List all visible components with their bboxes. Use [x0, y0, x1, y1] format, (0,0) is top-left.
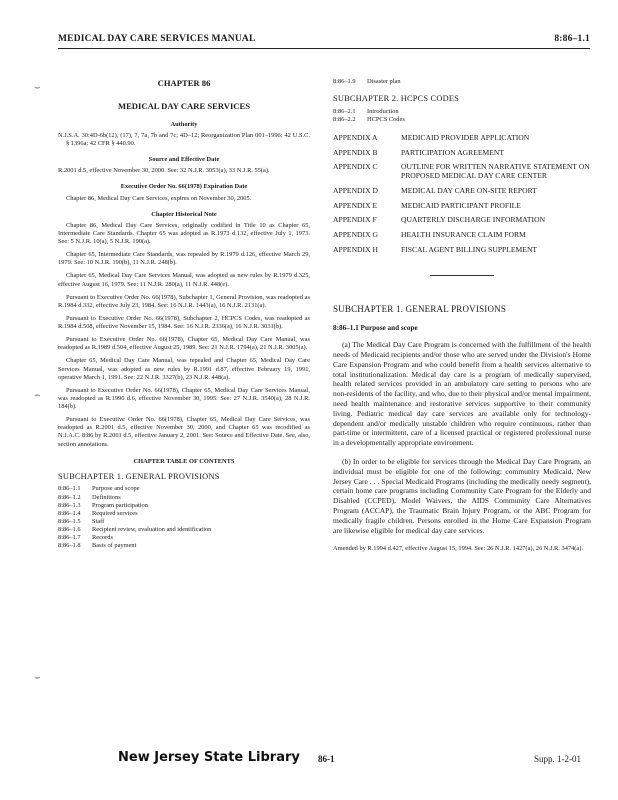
historical-note-paragraph: Pursuant to Executive Order No. 66(1978), Subchapter 2, HCPCS Codes, was readopted as R.1984 d.508, effective November 15, 1984. See: 16 N.J.R. 2336(a), 16 N.J.R. 3031(b).: [58, 314, 310, 331]
toc-entry: [58, 534, 310, 542]
toc-entry: [58, 510, 310, 518]
toc-entry-number: 8:86–2.1: [333, 107, 356, 115]
toc-entry-number: 8:86–1.4: [58, 509, 81, 517]
section-heading: 8:86–1.1 Purpose and scope: [333, 323, 418, 332]
toc-entry-title: Definitions: [92, 493, 121, 501]
toc-entry: [333, 108, 591, 116]
toc-entry-number: 8:86–1.5: [58, 517, 81, 525]
subchapter-1-heading: SUBCHAPTER 1. GENERAL PROVISIONS: [333, 303, 507, 314]
appendix-label: APPENDIX B: [333, 147, 378, 157]
appendix-entry: [333, 134, 591, 143]
appendix-label: APPENDIX F: [333, 215, 377, 225]
historical-note-paragraph: Chapter 65, Medical Day Care Services Manual, was adopted as new rules by R.1979 d.325, effective August 16, 1979. See: 11 N.J.R. 280(a), 11 N.J.R. 448(e).: [58, 272, 310, 288]
appendix-title: HEALTH INSURANCE CLAIM FORM: [401, 230, 526, 240]
toc-entry-number: 8:86–1.1: [58, 485, 81, 493]
appendix-title: QUARTERLY DISCHARGE INFORMATION: [401, 215, 546, 225]
appendix-label: APPENDIX E: [333, 200, 378, 210]
appendix-title: MEDICAL DAY CARE ON-SITE REPORT: [401, 185, 537, 195]
chapter-number: CHAPTER 86: [157, 78, 211, 88]
toc-subchapter-2: SUBCHAPTER 2. HCPCS CODES: [333, 94, 460, 104]
header-manual-title: MEDICAL DAY CARE SERVICES MANUAL: [58, 34, 256, 44]
source-text: R.2001 d.5, effective November 30, 2000. See: 32 N.J.R. 3053(a), 33 N.J.R. 55(a).: [58, 167, 270, 175]
toc-entry-title: Records: [92, 534, 113, 542]
toc-heading: CHAPTER TABLE OF CONTENTS: [133, 457, 235, 465]
left-column: [58, 78, 310, 550]
running-header: [58, 34, 590, 44]
historical-note-paragraph: Chapter 65, Medical Day Care Manual, was repealed and Chapter 65, Medical Day Care Services Manual, was adopted as new rules by R.1991 d.87, effective February 19, 1991, operative March 1, 1991. See: 22 N.J.R. 3327(b), 23 N.J.R. 448(a).: [58, 357, 310, 381]
appendix-title: OUTLINE FOR WRITTEN NARRATIVE STATEMENT ON PROPOSED MEDICAL DAY CARE CENTER: [401, 162, 590, 181]
toc-entry-number: 8:86–1.9: [333, 78, 356, 85]
paragraph-a: (a) The Medical Day Care Program is concerned with the fulfillment of the health needs of Medicaid recipients and/or those who are served under the Division's Home Care Expansion Program and who could benefit from a health services alternative to total institutionalization. Medical day care is a program of medically supervised, health related services provided in an ambulatory care setting to persons who are non-residents of the facility, and who, due to their physical and/or mental impairment, need health maintenance and restorative services supportive to their community living. Pediatric medical day care services are available only for technology-dependent and/or medically unstable children who require continuous, rather than part-time or intermittent, care of a licensed practical or registered professional nurse in a developmentally appropriate environment.: [333, 340, 591, 448]
historical-note-paragraph: Pursuant to Executive Order No. 66(1978), Chapter 65, Medical Day Care Manual, was readopted as R.1989 d.504, effective August 25, 1989. See: 21 N.J.R. 1794(a), 21 N.J.R. 3005(a).: [58, 336, 310, 352]
toc-entry-title: Purpose and scope: [92, 485, 140, 493]
library-stamp: New Jersey State Library: [118, 750, 300, 765]
historical-note-heading: Chapter Historical Note: [151, 210, 217, 218]
paragraph-b: (b) In order to be eligible for services through the Medical Day Care Program, an individual must be eligible for one of the following: community Medicaid, New Jersey Care . . . Special Medicaid Programs (including the medically needy segment), certain home care programs including Community Care Program for the Elderly and Disabled (CCPED), Model Waivers, the AIDS Community Care Alternatives Program (ACCAP), the Traumatic Brain Injury Program, or the ABC Program for medically fragile children. Persons enrolled in the Home Care Expansion Program are likewise eligible for medical day care services.: [333, 457, 591, 535]
appendix-entry: [333, 231, 591, 240]
supplement-date: Supp. 1-2-01: [534, 754, 581, 764]
right-column: [333, 78, 591, 553]
historical-note-paragraph: Pursuant to Executive Order No. 66(1978), Subchapter 1, General Provision, was readopted as R.1984 d.332, effective July 23, 1984. See: 16 N.J.R. 1443(a), 16 N.J.R. 2131(a).: [58, 293, 310, 309]
toc-entry-number: 8:86–2.2: [333, 115, 356, 123]
toc-entry-title: Required services: [92, 509, 138, 517]
toc-subchapter-1: SUBCHAPTER 1. GENERAL PROVISIONS: [58, 471, 220, 481]
toc-entry-title: Program participation: [92, 501, 148, 509]
appendix-label: APPENDIX G: [333, 230, 378, 240]
appendix-title: FISCAL AGENT BILLING SUPPLEMENT: [401, 244, 538, 254]
appendix-title: MEDICAID PARTICIPANT PROFILE: [401, 200, 521, 210]
header-rule: [58, 48, 590, 49]
authority-text: N.J.S.A. 30:4D-6b(12), (17), 7, 7a, 7b and 7c; 4D–12; Reorganization Plan 001–1996; 42 U.S.C. § 1396a; 42 CFR § 440.90.: [58, 131, 310, 148]
toc-entry: [58, 518, 310, 526]
appendix-label: APPENDIX D: [333, 185, 378, 195]
appendix-entry: [333, 163, 591, 180]
toc-entry: [58, 485, 310, 493]
toc-entry: [333, 78, 591, 86]
binder-mark-icon: ⌣: [34, 672, 41, 683]
section-divider: [430, 275, 494, 276]
exec-order-heading: Executive Order No. 66(1978) Expiration Date: [120, 183, 248, 191]
toc-entry-number: 8:86–1.3: [58, 501, 81, 509]
toc-entry-number: 8:86–1.8: [58, 542, 81, 550]
historical-note-paragraph: Pursuant to Executive Order No. 66(1978), Chapter 65, Medical Day Care Services Manual, was readopted as R.1996 d.6, effective November 30, 1995. See: 27 N.J.R. 3540(a), 28 N.J.R. 184(b).: [58, 386, 310, 411]
source-heading: Source and Effective Date: [148, 156, 220, 164]
chapter-title: MEDICAL DAY CARE SERVICES: [117, 100, 251, 111]
appendix-title: MEDICAID PROVIDER APPLICATION: [401, 133, 530, 143]
appendix-entry: [333, 246, 591, 255]
appendix-entry: [333, 187, 591, 196]
appendix-label: APPENDIX A: [333, 133, 378, 143]
toc-entry: [58, 542, 310, 550]
toc-entry-title: HCPCS Codes: [367, 115, 405, 123]
amendment-note: Amended by R.1994 d.427, effective August 15, 1994. See: 26 N.J.R. 1427(a), 26 N.J.R. 3474(a).: [333, 544, 583, 552]
toc-entry: [58, 494, 310, 502]
toc-entry-number: 8:86–1.6: [58, 526, 81, 534]
toc-entry-title: Staff: [92, 517, 105, 525]
appendix-label: APPENDIX H: [333, 244, 378, 254]
binder-mark-icon: ⌣: [34, 82, 41, 93]
header-section-number: 8:86–1.1: [554, 34, 590, 44]
appendix-entry: [333, 202, 591, 211]
exec-order-text: Chapter 86, Medical Day Care Services, expires on November 30, 2005.: [66, 194, 252, 202]
toc-entry: [58, 502, 310, 510]
toc-entry-title: Basis of payment: [92, 542, 137, 550]
historical-note-paragraph: Chapter 86, Medical Day Care Services, originally codified in Title 10 as Chapter 65, Intermediate Care Standards. Chapter 65 was adopted as R.1973 d.132, effective July 1, 1973. See: 5 N.J.R. 10(a), 5 N.J.R. 190(a).: [58, 221, 310, 246]
toc-entry-number: 8:86–1.7: [58, 534, 81, 542]
historical-note-paragraph: Pursuant to Executive Order No. 66(1978), Chapter 65, Medical Day Care Services, was readopted as R.2001 d.5, effective November 30, 2000, and Chapter 65 was recodified as N.J.A.C. 8:86 by R.2001 d.5, effective January 2, 2001. See: Source and Effective Date. See, also, section annotations.: [58, 416, 310, 448]
toc-entry: [333, 116, 591, 124]
appendix-label: APPENDIX C: [333, 162, 378, 172]
page-number: 86-1: [318, 754, 335, 764]
toc-entry-title: Recipient review, evaluation and identification: [92, 526, 212, 534]
authority-heading: Authority: [170, 120, 198, 128]
binder-mark-icon: ⌢: [34, 390, 41, 401]
appendix-title: PARTICIPATION AGREEMENT: [401, 147, 504, 157]
toc-entry-title: Disaster plan: [367, 78, 401, 85]
appendix-entry: [333, 149, 591, 158]
toc-entry: [58, 526, 310, 534]
toc-entry-title: Introduction: [367, 107, 399, 115]
historical-note-paragraph: Chapter 65, Intermediate Care Standards, was repealed by R.1979 d.126, effective March 29, 1979. See: 10 N.J.R. 190(b), 11 N.J.R. 248(b).: [58, 251, 310, 267]
appendix-entry: [333, 216, 591, 225]
toc-entry-number: 8:86–1.2: [58, 493, 81, 501]
